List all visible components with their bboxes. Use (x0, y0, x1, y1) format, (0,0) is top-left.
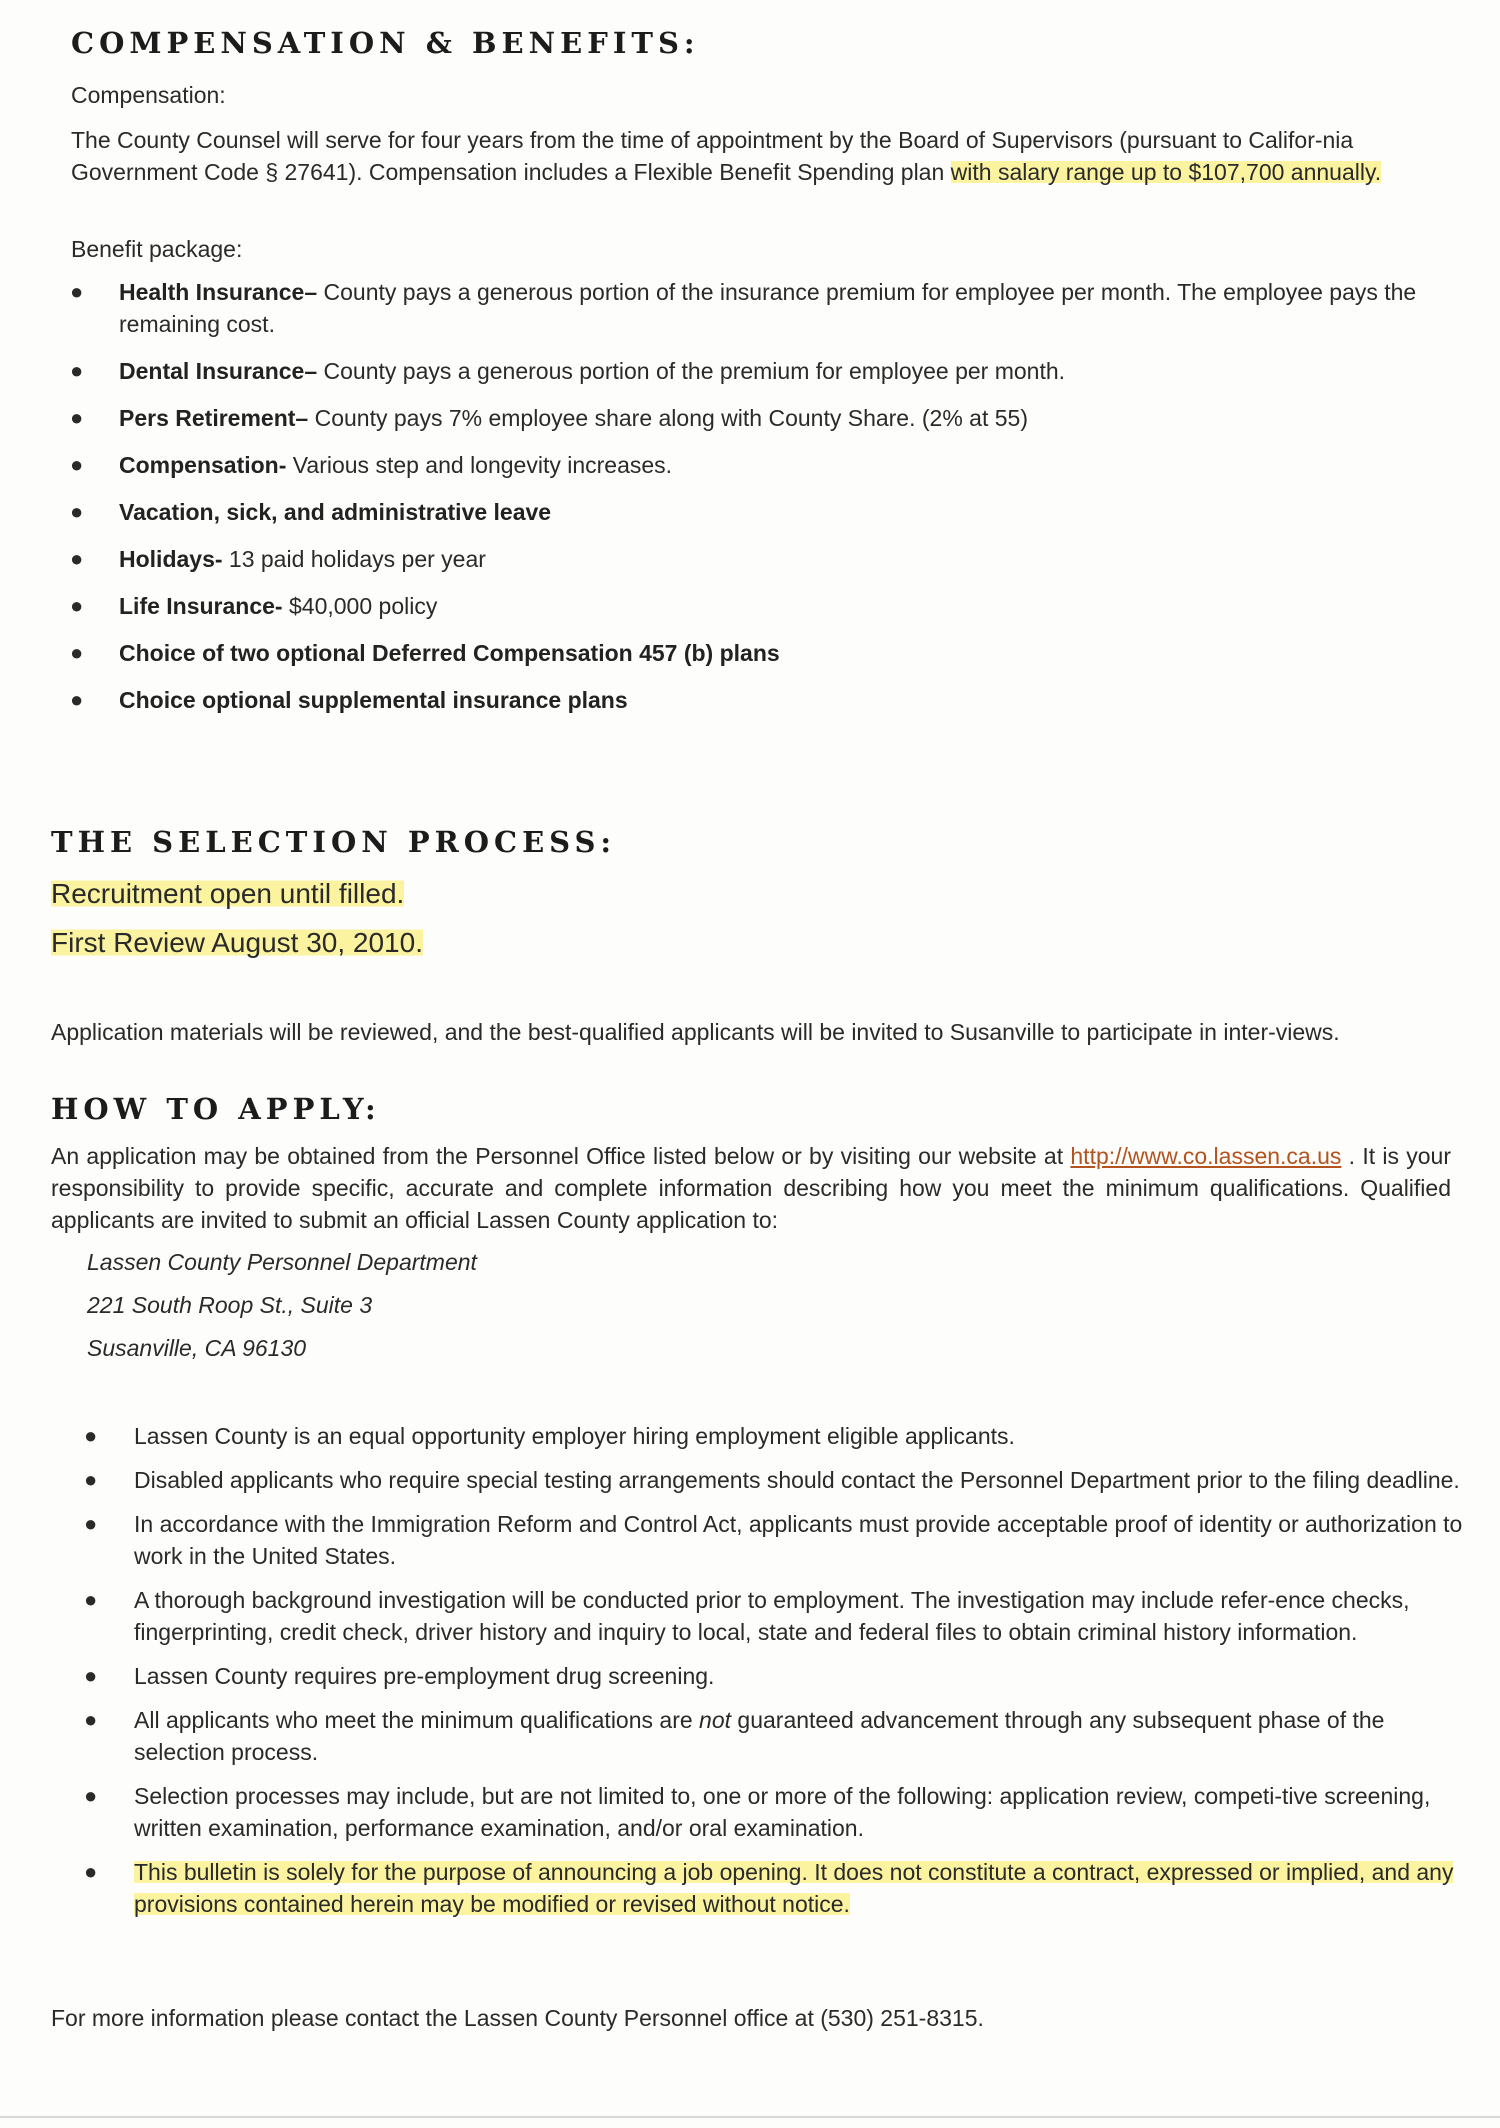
bullet-icon: ● (70, 593, 84, 618)
bullet-icon: ● (70, 499, 84, 524)
benefit-item (70, 402, 1450, 434)
notice-text: Lassen County requires pre-employment drug screening. (134, 1663, 715, 1689)
address-department: Lassen County Personnel Department (87, 1249, 477, 1275)
notice-text: Disabled applicants who require special testing arrangements should contact the Personnel Department prior to the filing deadline. (134, 1467, 1460, 1493)
compensation-benefits-heading: COMPENSATION & BENEFITS: (71, 26, 700, 60)
bullet-icon: ● (70, 687, 84, 712)
benefit-text: 13 paid holidays per year (222, 546, 486, 572)
compensation-text: The County Counsel will serve for four years from the time of appointment by the Board of Supervisors (pursuant to Califor-nia Government Code § 27641). Compensation includes a Flexible Benefit Spending plan (71, 127, 1354, 185)
page-bottom-rule (0, 2116, 1500, 2118)
compensation-label: Compensation: (71, 82, 226, 108)
notice-text-continued: guaranteed advancement through any subsequent phase of the selection process. (134, 1707, 1385, 1765)
contact-line: For more information please contact the Lassen County Personnel office at (530) 251-8315. (51, 2005, 984, 2031)
benefits-list (70, 276, 1450, 731)
notice-text: Selection processes may include, but are not limited to, one or more of the following: application review, competi-tive screening, written examination, performance examination, and/or oral examination. (134, 1783, 1431, 1841)
bullet-icon: ● (70, 405, 84, 430)
benefit-text: County pays a generous portion of the insurance premium for employee per month. The employee pays the remaining cost. (119, 279, 1417, 337)
notice-item (84, 1780, 1464, 1844)
notice-item (84, 1704, 1464, 1768)
notice-item (84, 1508, 1464, 1572)
notice-text: Lassen County is an equal opportunity employer hiring employment eligible applicants. (134, 1423, 1015, 1449)
recruitment-open-text: Recruitment open until filled. (51, 878, 405, 909)
notice-item (84, 1464, 1464, 1496)
benefit-title: Choice of two optional Deferred Compensation 457 (b) plans (119, 640, 780, 666)
notice-text-highlighted: This bulletin is solely for the purpose of announcing a job opening. It does not constitute a contract, expressed or implied, and any provisions contained herein may be modified or revised without notice. (134, 1859, 1454, 1917)
benefit-item (70, 637, 1450, 669)
notice-item (84, 1420, 1464, 1452)
benefit-text: County pays a generous portion of the premium for employee per month. (317, 358, 1066, 384)
benefit-text: Various step and longevity increases. (286, 452, 673, 478)
benefit-item (70, 276, 1450, 340)
apply-text: An application may be obtained from the Personnel Office listed below or by visiting our website at (51, 1143, 1071, 1169)
bullet-icon: ● (84, 1783, 98, 1808)
notice-emphasis: not (699, 1707, 732, 1733)
benefit-title: Life Insurance- (119, 593, 283, 619)
benefit-title: Vacation, sick, and administrative leave (119, 499, 552, 525)
notices-list (84, 1420, 1464, 1932)
notice-text: In accordance with the Immigration Reform and Control Act, applicants must provide acceptable proof of identity or authorization to work in the United States. (134, 1511, 1463, 1569)
address-street: 221 South Roop St., Suite 3 (87, 1292, 373, 1318)
benefit-item (70, 590, 1450, 622)
benefit-text: County pays 7% employee share along with County Share. (2% at 55) (308, 405, 1028, 431)
benefit-title: Choice optional supplemental insurance plans (119, 687, 628, 713)
notice-item (84, 1856, 1464, 1920)
bullet-icon: ● (70, 640, 84, 665)
bullet-icon: ● (84, 1859, 98, 1884)
benefit-title: Holidays- (119, 546, 223, 572)
benefit-title: Dental Insurance– (119, 358, 318, 384)
apply-text-continued: . It is your responsibility to provide specific, accurate and complete information describing how you meet the minimum qualifications. Qualified applicants are invited to submit an official Lassen County application to: (51, 1143, 1452, 1233)
bullet-icon: ● (84, 1587, 98, 1612)
first-review-text: First Review August 30, 2010. (51, 927, 423, 958)
bullet-icon: ● (84, 1511, 98, 1536)
compensation-paragraph (71, 124, 1456, 188)
recruitment-open-line (51, 878, 404, 910)
benefit-text: $40,000 policy (282, 593, 438, 619)
notice-text: All applicants who meet the minimum qualifications are (134, 1707, 700, 1733)
apply-paragraph (51, 1140, 1451, 1236)
salary-highlight: with salary range up to $107,700 annually. (950, 159, 1382, 185)
benefit-title: Health Insurance– (119, 279, 318, 305)
bullet-icon: ● (70, 546, 84, 571)
bullet-icon: ● (84, 1423, 98, 1448)
benefit-item (70, 449, 1450, 481)
benefit-title: Compensation- (119, 452, 287, 478)
notice-text: A thorough background investigation will be conducted prior to employment. The investigation may include refer-ence checks, fingerprinting, credit check, driver history and inquiry to local, state and federal files to obtain criminal history information. (134, 1587, 1410, 1645)
benefit-item (70, 355, 1450, 387)
notice-item (84, 1660, 1464, 1692)
bullet-icon: ● (70, 358, 84, 383)
benefit-item (70, 543, 1450, 575)
selection-process-heading: THE SELECTION PROCESS: (51, 825, 617, 859)
benefit-item (70, 684, 1450, 716)
bullet-icon: ● (84, 1707, 98, 1732)
benefit-title: Pers Retirement– (119, 405, 309, 431)
first-review-line (51, 927, 423, 959)
bullet-icon: ● (84, 1663, 98, 1688)
bullet-icon: ● (70, 279, 84, 304)
notice-item (84, 1584, 1464, 1648)
address-city: Susanville, CA 96130 (87, 1335, 307, 1361)
benefit-package-label: Benefit package: (71, 236, 243, 262)
review-paragraph: Application materials will be reviewed, and the best-qualified applicants will be invited to Susanville to participate in inter-views. (51, 1019, 1340, 1045)
benefit-item (70, 496, 1450, 528)
bullet-icon: ● (84, 1467, 98, 1492)
bullet-icon: ● (70, 452, 84, 477)
website-link[interactable]: http://www.co.lassen.ca.us (1070, 1143, 1342, 1169)
how-to-apply-heading: HOW TO APPLY: (51, 1092, 381, 1126)
